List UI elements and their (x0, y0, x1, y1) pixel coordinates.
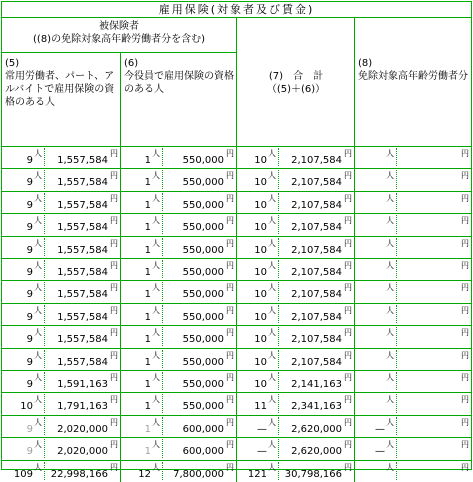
yen-unit: 円 (344, 283, 352, 293)
wage-value: 2,107,584 (291, 334, 342, 346)
person-unit: 人 (268, 350, 276, 360)
col7-header (239, 70, 353, 96)
yen-unit: 円 (344, 440, 352, 450)
cell-dot-divider (396, 305, 397, 323)
cell-dot-divider (396, 417, 397, 435)
count-value: 12 (138, 468, 151, 480)
cell-dot-divider (278, 417, 279, 435)
person-unit: 人 (268, 216, 276, 226)
wage-value: 1,557,584 (57, 155, 108, 166)
wage-value: 2,107,584 (291, 311, 342, 323)
yen-unit: 円 (344, 216, 352, 226)
yen-unit: 円 (226, 238, 234, 248)
yen-unit: 円 (110, 395, 118, 405)
cell-dot-divider (278, 372, 279, 390)
count-value: 121 (247, 468, 267, 480)
count-value: 1 (144, 177, 151, 189)
count-value: 1 (144, 311, 151, 323)
person-unit: 人 (386, 417, 394, 427)
cell-dot-divider (162, 372, 163, 390)
person-unit: 人 (386, 283, 394, 293)
cell-dot-divider (162, 327, 163, 345)
cell-dot-divider (396, 439, 397, 457)
insurance-table (1, 1, 472, 480)
wage-value: 1,557,584 (57, 177, 108, 189)
cell-dot-divider (44, 282, 45, 300)
cell-dot-divider (278, 170, 279, 188)
col8-header (358, 57, 470, 83)
person-unit: 人 (34, 171, 42, 181)
cell-dot-divider (162, 215, 163, 233)
cell-dot-divider (44, 193, 45, 211)
cell-dot-divider (396, 394, 397, 412)
wage-value: 2,107,584 (291, 199, 342, 211)
person-unit: 人 (268, 261, 276, 270)
count-value: 9 (26, 289, 33, 301)
yen-unit: 円 (461, 395, 469, 405)
cell-dot-divider (44, 327, 45, 345)
person-unit: 人 (34, 328, 42, 338)
count-value: 9 (26, 155, 33, 166)
yen-unit: 円 (461, 440, 469, 450)
cell-dot-divider (44, 170, 45, 188)
person-unit: 人 (34, 440, 42, 450)
count-value: 1 (144, 446, 151, 458)
person-unit: 人 (152, 238, 160, 248)
insured-header-line2: ((8)の免除対象高年齢労働者分を含む) (33, 34, 205, 45)
cell-dot-divider (44, 260, 45, 278)
count-value: 10 (254, 199, 267, 211)
person-unit: 人 (34, 395, 42, 405)
wage-value: 2,107,584 (291, 155, 342, 166)
person-unit: 人 (268, 193, 276, 203)
yen-unit: 円 (461, 373, 469, 382)
count-value: 10 (254, 334, 267, 346)
wage-value: 550,000 (182, 356, 224, 368)
yen-unit: 円 (461, 216, 469, 226)
cell-dot-divider (278, 148, 279, 166)
count-value: 10 (254, 244, 267, 256)
wage-value: 2,107,584 (291, 244, 342, 256)
insured-header (2, 20, 236, 46)
yen-unit: 円 (461, 328, 469, 338)
yen-unit: 円 (461, 238, 469, 248)
yen-unit: 円 (226, 350, 234, 360)
person-unit: 人 (34, 193, 42, 203)
wage-value: 550,000 (182, 334, 224, 346)
yen-unit: 円 (344, 238, 352, 248)
cell-dot-divider (162, 148, 163, 166)
count-value: — (257, 423, 267, 435)
count-value: 9 (26, 177, 33, 189)
person-unit: 人 (152, 216, 160, 226)
wage-value: 1,557,584 (57, 356, 108, 368)
person-unit: 人 (268, 328, 276, 338)
count-value: 1 (144, 267, 151, 278)
count-value: 109 (13, 468, 33, 480)
cell-dot-divider (162, 350, 163, 368)
count-value: 1 (144, 244, 151, 256)
person-unit: 人 (386, 328, 394, 338)
count-value: 9 (26, 222, 33, 234)
col7-line1: (7) 合 計 (268, 71, 324, 82)
count-value: 1 (144, 334, 151, 346)
wage-value: 1,591,163 (57, 379, 108, 390)
wage-value: 1,557,584 (57, 199, 108, 211)
yen-unit: 円 (110, 193, 118, 203)
wage-value: 550,000 (182, 222, 224, 234)
wage-value: 1,557,584 (57, 222, 108, 234)
person-unit: 人 (34, 216, 42, 226)
yen-unit: 円 (226, 440, 234, 450)
count-value: — (257, 446, 267, 458)
col7-line2: （(5)＋(6)） (266, 84, 326, 95)
wage-value: 550,000 (182, 311, 224, 323)
yen-unit: 円 (461, 462, 469, 472)
person-unit: 人 (268, 149, 276, 158)
wage-value: 2,620,000 (291, 423, 342, 435)
person-unit: 人 (268, 395, 276, 405)
person-unit: 人 (268, 283, 276, 293)
wage-value: 550,000 (182, 379, 224, 390)
yen-unit: 円 (226, 328, 234, 338)
yen-unit: 円 (344, 417, 352, 427)
cell-dot-divider (278, 238, 279, 256)
count-value: 1 (144, 155, 151, 166)
person-unit: 人 (386, 216, 394, 226)
wage-value: 550,000 (182, 155, 224, 166)
cell-dot-divider (396, 215, 397, 233)
count-value: 1 (144, 222, 151, 234)
yen-unit: 円 (344, 193, 352, 203)
cell-dot-divider (162, 394, 163, 412)
yen-unit: 円 (226, 149, 234, 158)
yen-unit: 円 (344, 171, 352, 181)
cell-dot-divider (278, 327, 279, 345)
count-value: 1 (144, 289, 151, 301)
person-unit: 人 (152, 350, 160, 360)
cell-dot-divider (278, 305, 279, 323)
wage-value: 1,557,584 (57, 311, 108, 323)
yen-unit: 円 (226, 171, 234, 181)
col-divider-0 (120, 52, 121, 482)
count-value: 10 (254, 311, 267, 323)
cell-dot-divider (162, 238, 163, 256)
count-value: 10 (20, 401, 33, 413)
yen-unit: 円 (226, 395, 234, 405)
count-value: 9 (26, 379, 33, 390)
wage-value: 2,107,584 (291, 289, 342, 301)
wage-value: 1,791,163 (57, 401, 108, 413)
cell-dot-divider (396, 282, 397, 300)
count-value: 1 (144, 423, 151, 435)
cell-dot-divider (278, 215, 279, 233)
person-unit: 人 (268, 373, 276, 382)
yen-unit: 円 (461, 283, 469, 293)
person-unit: 人 (152, 193, 160, 203)
person-unit: 人 (34, 238, 42, 248)
wage-value: 2,141,163 (291, 379, 342, 390)
cell-dot-divider (396, 148, 397, 166)
count-value: 9 (26, 334, 33, 346)
yen-unit: 円 (344, 305, 352, 315)
wage-value: 600,000 (182, 446, 224, 458)
person-unit: 人 (268, 462, 276, 472)
person-unit: 人 (34, 350, 42, 360)
yen-unit: 円 (226, 283, 234, 293)
yen-unit: 円 (110, 149, 118, 158)
wage-value: 2,107,584 (291, 267, 342, 278)
count-value: 9 (26, 199, 33, 211)
cell-dot-divider (44, 372, 45, 390)
cell-dot-divider (396, 327, 397, 345)
yen-unit: 円 (344, 395, 352, 405)
person-unit: 人 (386, 462, 394, 472)
person-unit: 人 (152, 283, 160, 293)
wage-value: 30,798,166 (284, 468, 342, 480)
person-unit: 人 (152, 261, 160, 270)
cell-dot-divider (278, 394, 279, 412)
col8-text: 免除対象高年齢労働者分 (358, 71, 468, 82)
person-unit: 人 (386, 238, 394, 248)
count-value: 9 (26, 267, 33, 278)
person-unit: 人 (268, 417, 276, 427)
cell-dot-divider (44, 417, 45, 435)
yen-unit: 円 (110, 350, 118, 360)
yen-unit: 円 (110, 417, 118, 427)
yen-unit: 円 (110, 238, 118, 248)
person-unit: 人 (386, 395, 394, 405)
wage-value: 22,998,166 (50, 468, 108, 480)
yen-unit: 円 (461, 305, 469, 315)
insured-header-line1: 被保険者 (99, 21, 139, 32)
count-value: 11 (254, 401, 267, 413)
yen-unit: 円 (226, 462, 234, 472)
yen-unit: 円 (226, 261, 234, 270)
yen-unit: 円 (344, 350, 352, 360)
wage-value: 1,557,584 (57, 334, 108, 346)
person-unit: 人 (34, 417, 42, 427)
yen-unit: 円 (344, 328, 352, 338)
cell-dot-divider (44, 238, 45, 256)
yen-unit: 円 (226, 193, 234, 203)
wage-value: 1,557,584 (57, 267, 108, 278)
count-value: 10 (254, 222, 267, 234)
cell-dot-divider (162, 305, 163, 323)
person-unit: 人 (386, 193, 394, 203)
person-unit: 人 (152, 462, 160, 472)
wage-value: 7,800,000 (173, 468, 224, 480)
wage-value: 600,000 (182, 423, 224, 435)
col-divider (236, 17, 237, 482)
person-unit: 人 (268, 171, 276, 181)
wage-value: 2,107,584 (291, 177, 342, 189)
wage-value: 2,620,000 (291, 446, 342, 458)
person-unit: 人 (152, 395, 160, 405)
cell-dot-divider (396, 238, 397, 256)
col5-number: (5) (5, 58, 20, 69)
person-unit: 人 (152, 440, 160, 450)
person-unit: 人 (386, 149, 394, 158)
cell-dot-divider (396, 372, 397, 390)
count-value: 1 (144, 356, 151, 368)
yen-unit: 円 (110, 440, 118, 450)
yen-unit: 円 (344, 462, 352, 472)
yen-unit: 円 (110, 373, 118, 382)
cell-dot-divider (44, 215, 45, 233)
count-value: 9 (26, 446, 33, 458)
yen-unit: 円 (110, 216, 118, 226)
count-value: 1 (144, 379, 151, 390)
cell-dot-divider (396, 170, 397, 188)
insured-divider (2, 52, 236, 53)
yen-unit: 円 (110, 261, 118, 270)
yen-unit: 円 (226, 216, 234, 226)
wage-value: 550,000 (182, 401, 224, 413)
person-unit: 人 (34, 261, 42, 270)
count-value: 9 (26, 311, 33, 323)
yen-unit: 円 (110, 328, 118, 338)
wage-value: 1,557,584 (57, 244, 108, 256)
person-unit: 人 (152, 417, 160, 427)
cell-dot-divider (162, 170, 163, 188)
wage-value: 2,341,163 (291, 401, 342, 413)
cell-dot-divider (44, 148, 45, 166)
wage-value: 2,107,584 (291, 356, 342, 368)
yen-unit: 円 (461, 350, 469, 360)
yen-unit: 円 (226, 305, 234, 315)
col6-text: 今役員で雇用保険の資格のある人 (124, 71, 234, 95)
col8-header-divider (354, 17, 355, 52)
wage-value: 1,557,584 (57, 289, 108, 301)
person-unit: 人 (34, 462, 42, 472)
yen-unit: 円 (461, 149, 469, 158)
yen-unit: 円 (461, 193, 469, 203)
person-unit: 人 (34, 149, 42, 158)
count-value: 10 (254, 155, 267, 166)
yen-unit: 円 (461, 417, 469, 427)
cell-dot-divider (396, 260, 397, 278)
yen-unit: 円 (461, 261, 469, 270)
yen-unit: 円 (110, 305, 118, 315)
cell-dot-divider (278, 350, 279, 368)
cell-dot-divider (162, 260, 163, 278)
col6-header (124, 57, 234, 96)
yen-unit: 円 (226, 417, 234, 427)
col8-number: (8) (358, 58, 373, 69)
count-value: 9 (26, 244, 33, 256)
person-unit: 人 (34, 305, 42, 315)
count-value: 10 (254, 379, 267, 390)
yen-unit: 円 (110, 283, 118, 293)
wage-value: 2,107,584 (291, 222, 342, 234)
col-divider-1 (354, 52, 355, 482)
yen-unit: 円 (461, 171, 469, 181)
person-unit: 人 (152, 305, 160, 315)
wage-value: 550,000 (182, 177, 224, 189)
col6-number: (6) (124, 58, 139, 69)
cell-dot-divider (396, 193, 397, 211)
count-value: 10 (254, 356, 267, 368)
wage-value: 550,000 (182, 244, 224, 256)
count-value: 10 (254, 177, 267, 189)
cell-dot-divider (44, 394, 45, 412)
cell-dot-divider (44, 305, 45, 323)
cell-dot-divider (278, 439, 279, 457)
cell-dot-divider (162, 193, 163, 211)
yen-unit: 円 (110, 171, 118, 181)
count-value: 10 (254, 267, 267, 278)
person-unit: 人 (386, 261, 394, 270)
person-unit: 人 (152, 149, 160, 158)
person-unit: 人 (268, 238, 276, 248)
cell-dot-divider (278, 282, 279, 300)
cell-dot-divider (162, 282, 163, 300)
wage-value: 550,000 (182, 199, 224, 211)
person-unit: 人 (152, 373, 160, 382)
col5-header (5, 57, 117, 109)
cell-dot-divider (396, 350, 397, 368)
person-unit: 人 (268, 305, 276, 315)
count-value: 10 (254, 289, 267, 301)
person-unit: 人 (386, 440, 394, 450)
cell-dot-divider (44, 439, 45, 457)
person-unit: 人 (268, 440, 276, 450)
cell-dot-divider (278, 193, 279, 211)
yen-unit: 円 (110, 462, 118, 472)
count-value: 1 (144, 401, 151, 413)
person-unit: 人 (386, 171, 394, 181)
wage-value: 550,000 (182, 289, 224, 301)
cell-dot-divider (162, 417, 163, 435)
wage-value: 2,020,000 (57, 423, 108, 435)
count-value: — (375, 423, 385, 435)
col5-text: 常用労働者、パート、アルバイトで雇用保険の資格のある人 (5, 71, 115, 108)
yen-unit: 円 (344, 261, 352, 270)
person-unit: 人 (152, 328, 160, 338)
person-unit: 人 (34, 373, 42, 382)
yen-unit: 円 (344, 373, 352, 382)
cell-dot-divider (278, 260, 279, 278)
table-title: 雇用保険(対象者及び賃金) (158, 3, 315, 16)
count-value: 1 (144, 199, 151, 211)
person-unit: 人 (386, 373, 394, 382)
person-unit: 人 (386, 305, 394, 315)
cell-dot-divider (44, 350, 45, 368)
person-unit: 人 (34, 283, 42, 293)
wage-value: 550,000 (182, 267, 224, 278)
person-unit: 人 (152, 171, 160, 181)
person-unit: 人 (386, 350, 394, 360)
yen-unit: 円 (226, 373, 234, 382)
count-value: 9 (26, 356, 33, 368)
cell-dot-divider (162, 439, 163, 457)
count-value: — (375, 446, 385, 458)
yen-unit: 円 (344, 149, 352, 158)
count-value: 9 (26, 423, 33, 435)
wage-value: 2,020,000 (57, 446, 108, 458)
